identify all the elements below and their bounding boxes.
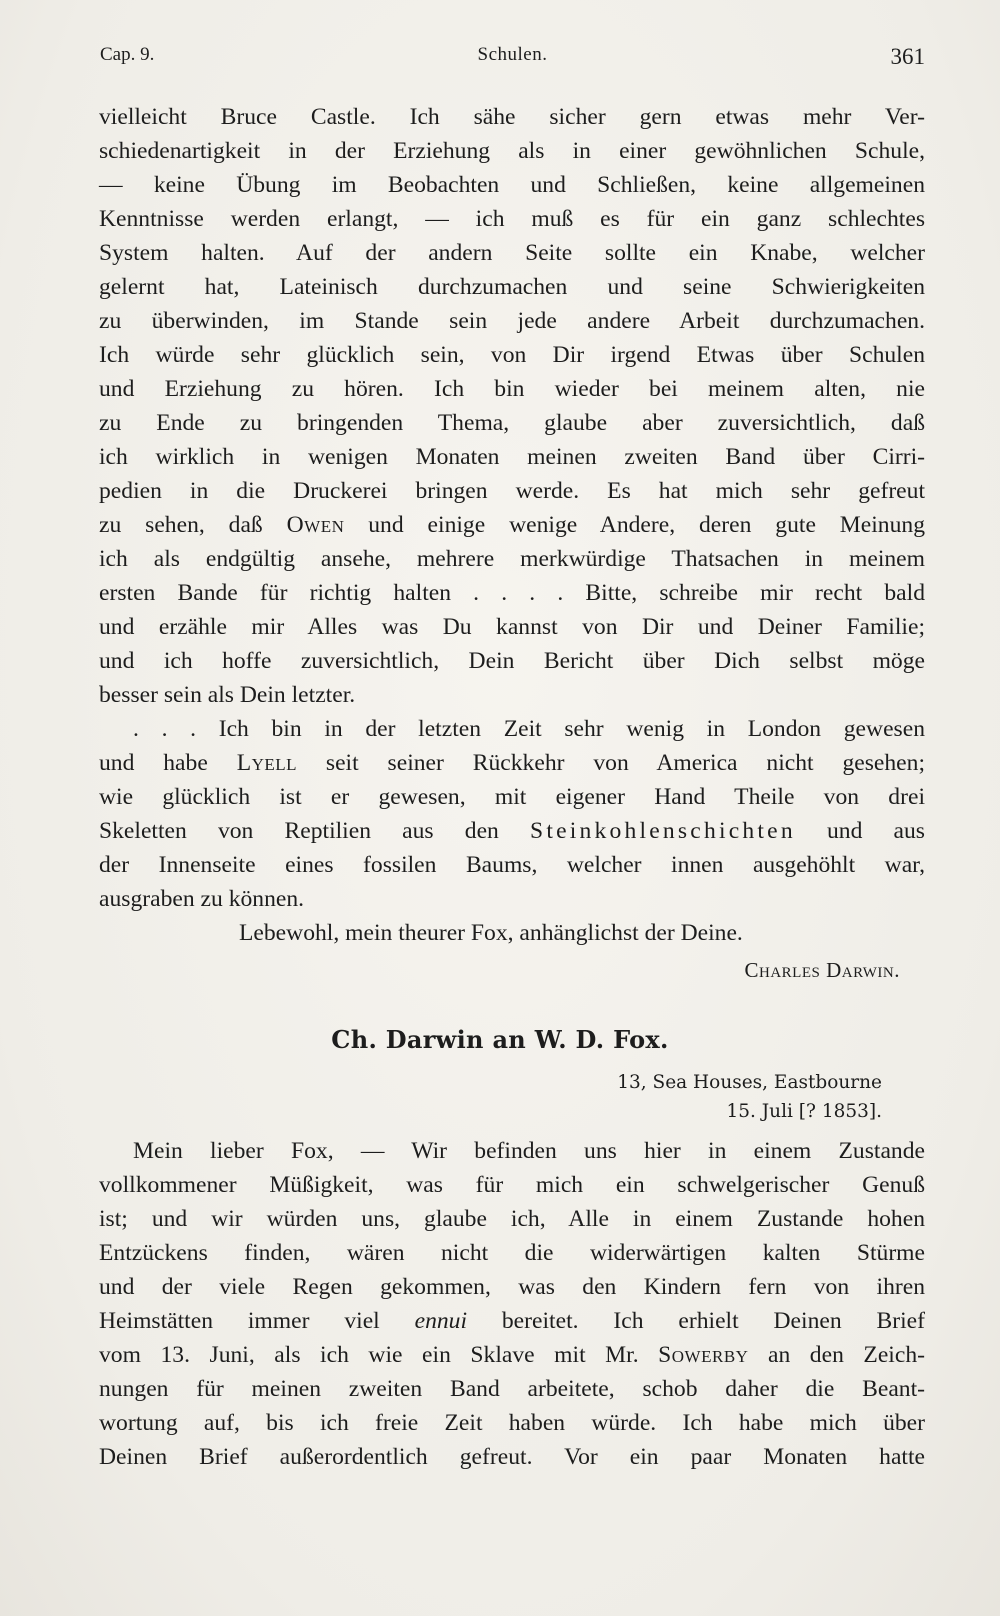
text-line: vielleicht Bruce Castle. Ich sähe sicher gern etwas mehr Ver- <box>99 104 925 130</box>
text-line: vom 13. Juni, als ich wie ein Sklave mit Mr. Sowerby an den Zeich- <box>99 1342 925 1368</box>
text-line: Heimstätten immer viel ennui bereitet. Ich erhielt Deinen Brief <box>99 1308 926 1334</box>
text-line: ist; und wir würden uns, glaube ich, Alle in einem Zustande hohen <box>99 1206 925 1232</box>
text-line: besser sein als Dein letzter. <box>99 682 356 708</box>
text-line: Mein lieber Fox, — Wir befinden uns hier in einem Zustande <box>133 1138 925 1164</box>
date-line: 15. Juli [? 1853]. <box>726 1101 882 1122</box>
text-line: pedien in die Druckerei bringen werde. Es hat mich sehr gefreut <box>99 478 925 504</box>
signature: Charles Darwin. <box>744 958 900 982</box>
name-sowerby: Sowerby <box>658 1342 749 1368</box>
text-line: — keine Übung im Beobachten und Schließen, keine allgemeinen <box>99 172 925 198</box>
text-line: gelernt hat, Lateinisch durchzumachen und seine Schwierigkeiten <box>99 274 925 300</box>
spaced-word: Steinkohlenschichten <box>530 818 796 844</box>
address-line: 13, Sea Houses, Eastbourne <box>617 1072 882 1093</box>
text-line: ersten Bande für richtig halten . . . . Bitte, schreibe mir recht bald <box>99 580 925 606</box>
text-line: und habe Lyell seit seiner Rückkehr von America nicht gesehen; <box>99 750 926 776</box>
text-line: Kenntnisse werden erlangt, — ich muß es für ein ganz schlechtes <box>99 206 925 232</box>
text-line: und der viele Regen gekommen, was den Kindern fern von ihren <box>99 1274 925 1300</box>
name-lyell: Lyell <box>236 750 298 776</box>
text-line: und Erziehung zu hören. Ich bin wieder bei meinem alten, nie <box>99 376 925 402</box>
text-line: vollkommener Müßigkeit, was für mich ein schwelgerischer Genuß <box>99 1172 925 1198</box>
farewell-line: Lebewohl, mein theurer Fox, anhänglichst der Deine. <box>239 920 743 946</box>
text-line: wie glücklich ist er gewesen, mit eigener Hand Theile von drei <box>99 784 925 810</box>
text-line: und ich hoffe zuversichtlich, Dein Bericht über Dich selbst möge <box>99 648 925 674</box>
text-line: ich wirklich in wenigen Monaten meinen zweiten Band über Cirri- <box>99 444 925 470</box>
running-title: Schulen. <box>477 44 548 65</box>
italic-word: ennui <box>414 1308 468 1334</box>
letter-body <box>99 1134 925 1474</box>
text-line: . . . Ich bin in der letzten Zeit sehr wenig in London gewesen <box>133 716 925 742</box>
name-owen: Owen <box>286 512 345 538</box>
text-line: schiedenartigkeit in der Erziehung als in einer gewöhnlichen Schule, <box>99 138 925 164</box>
text-line: und erzähle mir Alles was Du kannst von Dir und Deiner Familie; <box>99 614 925 640</box>
text-line: zu sehen, daß Owen und einige wenige Andere, deren gute Meinung <box>99 512 925 538</box>
text-line: der Innenseite eines fossilen Baums, welcher innen ausgehöhlt war, <box>99 852 925 878</box>
letter-heading: Ch. Darwin an W. D. Fox. <box>331 1025 669 1054</box>
text-line: Entzückens finden, wären nicht die widerwärtigen kalten Stürme <box>99 1240 925 1266</box>
running-header <box>100 44 925 74</box>
letter-continuation <box>99 100 925 950</box>
text-line: Skeletten von Reptilien aus den Steinkohlenschichten und aus <box>99 818 925 844</box>
letter-dateline <box>617 1068 882 1126</box>
text-line: Ich würde sehr glücklich sein, von Dir irgend Etwas über Schulen <box>99 342 925 368</box>
text-line: wortung auf, bis ich freie Zeit haben würde. Ich habe mich über <box>99 1410 925 1436</box>
text-line: ausgraben zu können. <box>99 886 305 912</box>
text-line: zu Ende zu bringenden Thema, glaube aber zuversichtlich, daß <box>99 410 925 436</box>
text-line: Deinen Brief außerordentlich gefreut. Vor ein paar Monaten hatte <box>99 1444 925 1470</box>
text-line: zu überwinden, im Stande sein jede andere Arbeit durchzumachen. <box>99 308 925 334</box>
text-line: System halten. Auf der andern Seite sollte ein Knabe, welcher <box>99 240 925 266</box>
chapter-label: Cap. 9. <box>100 44 155 65</box>
text-line: nungen für meinen zweiten Band arbeitete, schob daher die Beant- <box>99 1376 925 1402</box>
text-line: ich als endgültig ansehe, mehrere merkwürdige Thatsachen in meinem <box>99 546 925 572</box>
page-number: 361 <box>890 44 925 69</box>
